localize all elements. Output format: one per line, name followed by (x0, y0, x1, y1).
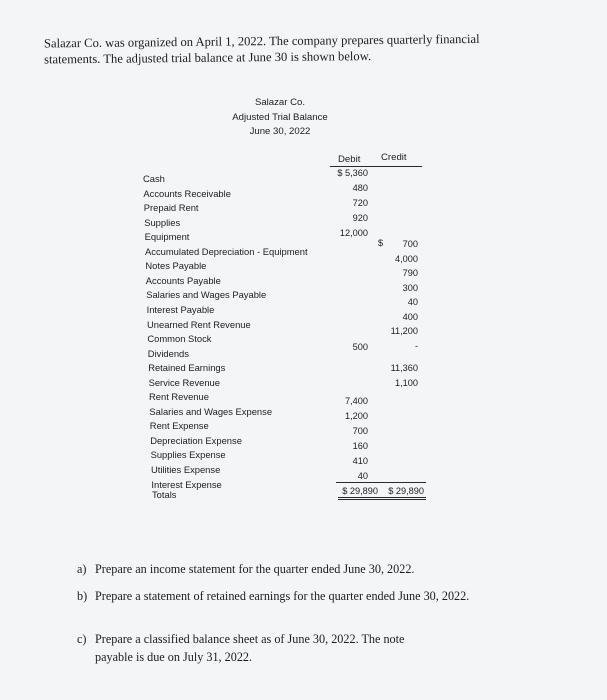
credit-value: 1,100 (395, 377, 418, 388)
debit-total: $ 29,890 (342, 486, 378, 496)
account-label: Accounts Receivable (143, 187, 231, 199)
account-label: Supplies Expense (150, 449, 226, 461)
totals-underline-1 (338, 497, 426, 498)
debit-value: 920 (352, 213, 368, 223)
credit-value: 400 (402, 311, 418, 322)
debit-value: 720 (352, 198, 368, 208)
intro-paragraph: Salazar Co. was organized on April 1, 2022. The company prepares quarterly financial statements. The adjusted trial balance at June 30 is shown below. (43, 31, 480, 67)
debit-value: 480 (352, 183, 368, 193)
account-label: Accounts Payable (145, 274, 221, 286)
credit-value: 790 (402, 268, 418, 278)
account-label: Salaries and Wages Expense (149, 405, 273, 417)
question-b-letter: b) (77, 589, 88, 603)
totals-label: Totals (152, 489, 177, 500)
account-label: Service Revenue (148, 376, 220, 388)
account-label: Prepaid Rent (143, 202, 199, 214)
credit-value: - (414, 340, 418, 351)
account-label: Interest Expense (151, 478, 222, 490)
statement-date: June 30, 2022 (249, 126, 311, 137)
totals-underline-2 (338, 499, 426, 500)
debit-value: 500 (352, 342, 368, 352)
question-c-line2: payable is due on July 31, 2022. (95, 650, 253, 664)
question-c-letter: c) (77, 632, 87, 646)
credit-dollar-sign: $ (378, 238, 384, 248)
account-label: Unearned Rent Revenue (147, 318, 251, 330)
credit-value: 4,000 (395, 253, 418, 264)
credit-header: Credit (381, 152, 407, 163)
account-label: Equipment (144, 231, 190, 243)
debit-value: 12,000 (339, 228, 368, 238)
debit-value: 700 (352, 426, 368, 436)
account-label: Depreciation Expense (150, 434, 242, 446)
account-label: Accumulated Depreciation - Equipment (145, 245, 308, 257)
trial-balance-header (216, 96, 344, 140)
credit-value: 700 (402, 239, 418, 249)
credit-value: 300 (402, 282, 418, 293)
credit-value: 11,360 (390, 363, 418, 373)
credit-total: $ 29,890 (388, 486, 424, 496)
debit-value: $ 5,360 (337, 168, 368, 178)
question-b-text: Prepare a statement of retained earnings for the quarter ended June 30, 2022. (95, 589, 470, 603)
account-label: Rent Expense (149, 420, 209, 432)
question-a (77, 562, 414, 577)
debit-value: 1,200 (345, 411, 368, 421)
question-a-text: Prepare an income statement for the quarter ended June 30, 2022. (95, 562, 415, 576)
account-label: Common Stock (147, 333, 212, 345)
account-label: Cash (143, 173, 165, 184)
debit-value: 410 (352, 456, 368, 466)
question-a-letter: a) (77, 562, 87, 576)
debit-header: Debit (338, 154, 361, 165)
question-c-text: Prepare a classified balance sheet as of June 30, 2022. The note (95, 632, 405, 646)
credit-value: 11,200 (390, 326, 418, 336)
account-label: Salaries and Wages Payable (146, 289, 267, 301)
account-label: Notes Payable (145, 260, 207, 272)
account-label: Interest Payable (146, 303, 215, 315)
question-b (77, 589, 469, 604)
credit-value: 40 (407, 297, 418, 307)
account-label: Dividends (147, 347, 189, 359)
account-label: Utilities Expense (151, 464, 221, 475)
account-label: Supplies (144, 216, 181, 228)
statement-title: Adjusted Trial Balance (232, 111, 328, 123)
account-label: Rent Revenue (149, 391, 209, 403)
question-c (77, 632, 404, 647)
debit-value: 7,400 (345, 396, 368, 406)
account-label: Retained Earnings (148, 362, 226, 374)
header-underline (330, 166, 422, 167)
debit-value: 160 (352, 441, 368, 451)
debit-value: 40 (357, 471, 368, 481)
company-name: Salazar Co. (254, 97, 306, 108)
totals-overline (336, 482, 426, 483)
